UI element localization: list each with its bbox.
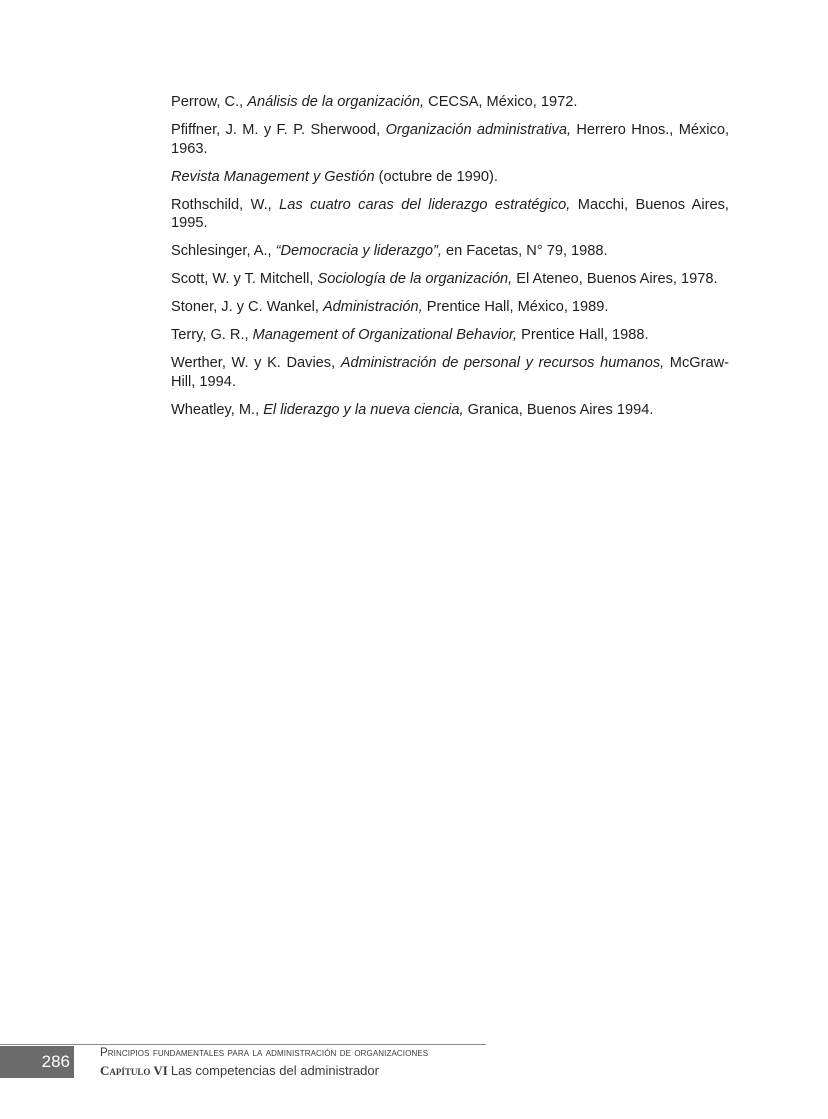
footer-chapter-title: Las competencias del administrador	[170, 1063, 379, 1078]
reference-item	[171, 298, 729, 317]
reference-details: CECSA, México, 1972.	[424, 94, 578, 110]
reference-item	[171, 121, 729, 158]
reference-title: Organización administrativa,	[385, 122, 572, 138]
reference-title: Management of Organizational Behavior,	[252, 327, 518, 343]
reference-details: Prentice Hall, 1988.	[517, 327, 649, 343]
reference-author: Rothschild, W.,	[171, 196, 280, 213]
reference-title: Las cuatro caras del liderazgo estratégico,	[279, 196, 571, 213]
reference-title: El liderazgo y la nueva ciencia,	[263, 401, 464, 418]
reference-author: Wheatley, M.,	[171, 401, 264, 418]
reference-item	[171, 326, 729, 345]
reference-item	[171, 354, 729, 391]
reference-list	[171, 93, 729, 429]
reference-details: en Facetas, N° 79, 1988.	[441, 243, 608, 259]
footer-divider	[0, 1044, 486, 1045]
reference-author: Stoner, J. y C. Wankel,	[171, 299, 323, 315]
reference-author: Schlesinger, A.,	[171, 243, 276, 259]
reference-author: Werther, W. y K. Davies,	[171, 355, 341, 371]
reference-title: Administración,	[322, 299, 423, 315]
reference-author: Scott, W. y T. Mitchell,	[171, 271, 318, 287]
reference-details: Macchi, Buenos Aires, 1995.	[171, 196, 729, 231]
reference-title: Sociología de la organización,	[317, 271, 513, 287]
reference-details: Prentice Hall, México, 1989.	[422, 299, 609, 315]
reference-author: Terry, G. R.,	[171, 327, 253, 343]
reference-item	[171, 242, 729, 261]
reference-item	[171, 270, 729, 289]
reference-details: (octubre de 1990).	[374, 168, 498, 185]
reference-item	[171, 168, 729, 187]
page-number: 286	[0, 1046, 74, 1078]
reference-title: “Democracia y liderazgo”,	[275, 243, 442, 259]
reference-author: Pfiffner, J. M. y F. P. Sherwood,	[171, 122, 386, 138]
reference-details: Herrero Hnos., México, 1963.	[171, 122, 729, 157]
reference-author: Perrow, C.,	[171, 94, 248, 110]
footer-book-title: Principios fundamentales para la administración de organizaciones	[100, 1047, 429, 1059]
reference-title: Revista Management y Gestión	[171, 168, 375, 185]
reference-item	[171, 401, 729, 420]
reference-details: El Ateneo, Buenos Aires, 1978.	[512, 271, 718, 287]
reference-details: Granica, Buenos Aires 1994.	[463, 401, 654, 418]
reference-title: Administración de personal y recursos humanos,	[340, 355, 665, 371]
reference-title: Análisis de la organización,	[247, 94, 425, 110]
reference-item	[171, 93, 729, 112]
reference-details: McGraw-Hill, 1994.	[171, 355, 729, 390]
footer-chapter-label: Capítulo VI	[100, 1063, 168, 1078]
footer-chapter	[100, 1063, 379, 1079]
reference-item	[171, 196, 729, 233]
